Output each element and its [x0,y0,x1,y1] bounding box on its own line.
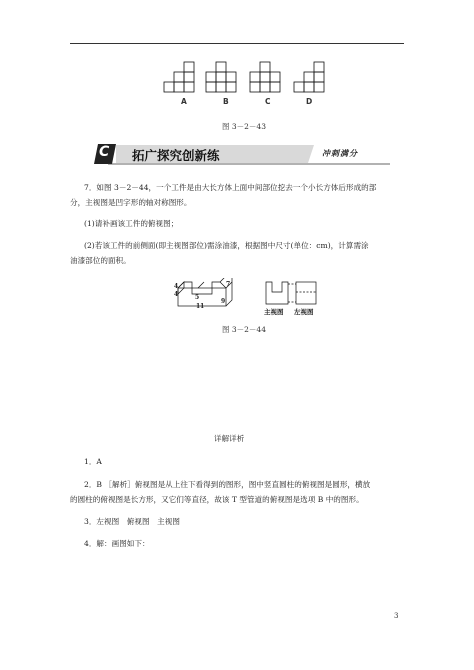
figure-caption-43: 图 3－2－43 [222,122,266,131]
dim-9: 9 [221,298,226,305]
answer-3: 3．左视图 俯视图 主视图 [84,517,180,526]
answer-2-line-2: 的圆柱的俯视图是长方形，又它们等直径，故该 T 型管道的俯视图是选项 B 中的图形。 [70,495,364,504]
dim-4-top: 4 [174,283,179,290]
problem-7-sub-2-line-1: (2)若该工件的前侧面(即主视图部位)需涂油漆，根据图中尺寸(单位：cm)，计算需涂 [84,241,369,250]
option-label-c: C [265,97,271,106]
page-number: 3 [394,612,399,620]
answers-heading: 详解详析 [214,434,245,443]
answer-4: 4．解：画图如下： [84,539,150,548]
answer-2-line-1: 2．B ［解析］俯视图是从上往下看得到的图形，图中竖直圆柱的俯视图是圆形，横放 [84,480,371,489]
option-label-d: D [306,97,313,106]
side-view-label: 左视图 [294,308,314,316]
front-view-label: 主视图 [264,308,284,316]
option-d-views [294,62,324,92]
section-subtitle: 冲刺满分 [322,148,358,158]
front-view-drawing [266,282,288,304]
problem-7-sub-1: (1)请补画该工件的俯视图； [84,219,179,228]
dim-7: 7 [226,281,231,288]
problem-7-sub-2-line-2: 油漆部位的面积。 [70,256,131,265]
problem-7-line-2: 分，主视图是凹字形的轴对称图形。 [70,198,192,207]
dim-4-bottom: 4 [174,291,179,298]
option-label-a: A [181,97,187,106]
problem-7-line-1: 7．如图 3－2－44，一个工件是由大长方体上面中间部位挖去一个小长方体后形成的部 [84,183,377,192]
side-view-drawing [296,282,316,304]
dim-11: 11 [196,303,205,310]
option-label-b: B [223,97,229,106]
header-rule [70,43,404,44]
figure-caption-44: 图 3－2－44 [222,325,266,334]
option-a-views [164,62,194,92]
section-title: 拓广探究创新练 [132,148,220,163]
section-badge-letter: C [99,144,110,160]
answer-1: 1．A [84,457,102,466]
option-b-views [206,62,236,92]
option-c-views [250,62,280,92]
dim-5: 5 [195,294,200,301]
